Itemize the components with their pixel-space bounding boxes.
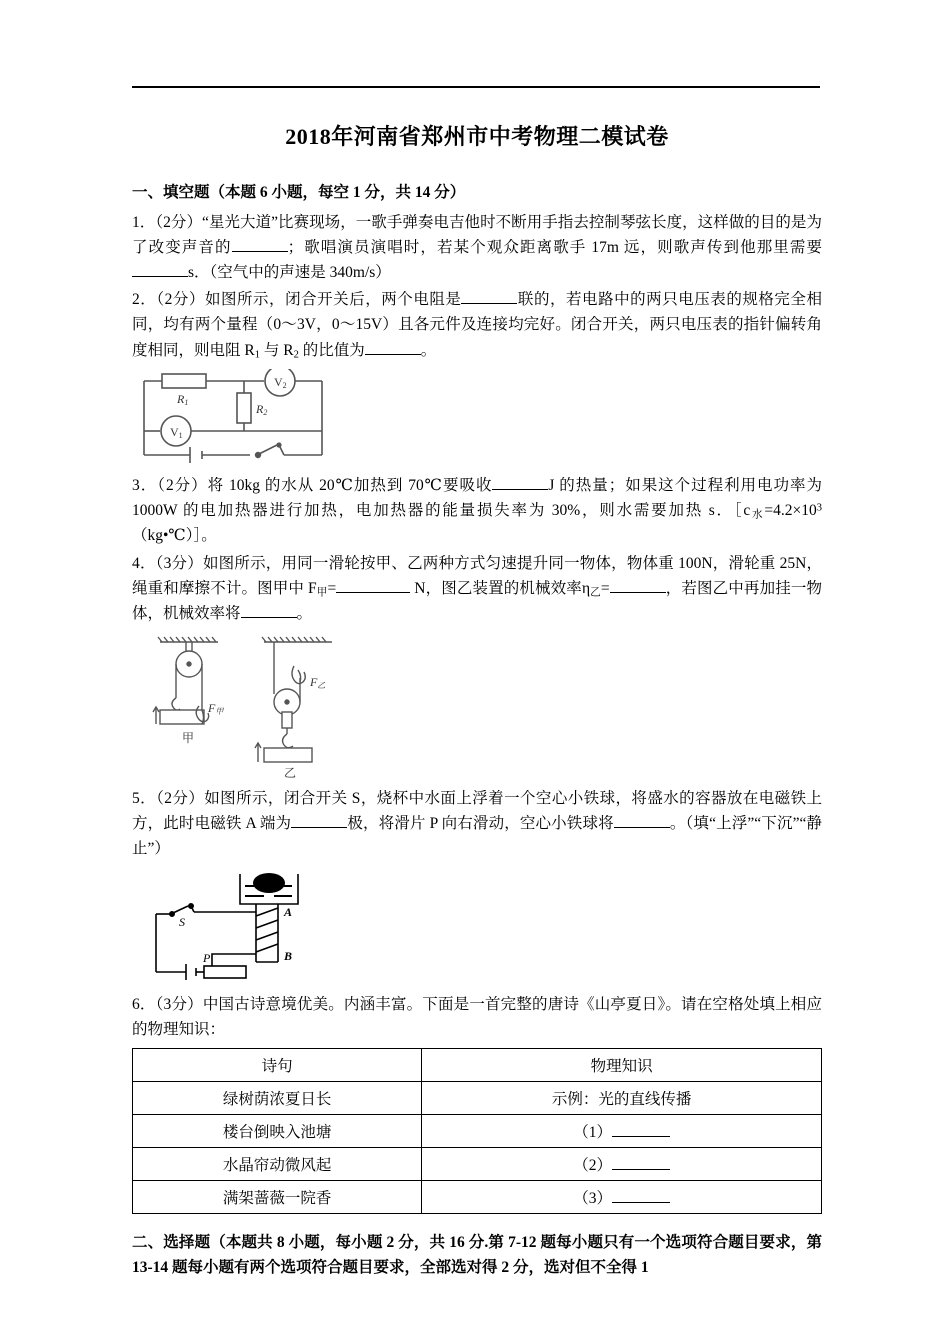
question-2-text-b2: 与 R [259,341,294,359]
answer-blank[interactable] [241,617,297,618]
question-2-text-a: 如图所示，闭合开关后，两个电阻是 [204,291,462,309]
question-6-points: （3分） [155,995,203,1013]
question-4-text-c: ，若图乙中再加挂一物体，机械效率将 [132,579,822,623]
eta-yi-subscript: 乙 [590,586,601,598]
figure-electromagnet-q5 [146,868,822,986]
table-cell-poem: 水晶帘动微风起 [133,1147,422,1180]
question-2-text-b: 联的，若电路中的两只电压表的规格完全相同，均有两个量程（0～3V，0～15V）且各元件及连接均完好。闭合开关，两只电压表的指针偏转角度相同，则电阻 R [132,291,822,359]
question-3-text-b2: =4.2×10 [764,502,817,520]
table-cell-knowledge: 示例：光的直线传播 [422,1081,822,1114]
table-cell-poem: 满架蔷薇一院香 [133,1180,422,1213]
question-2 [132,287,822,363]
table-header-knowledge: 物理知识 [422,1048,822,1081]
circuit-label-v1: V1 [170,424,183,440]
answer-blank[interactable] [612,1169,670,1170]
question-4 [132,551,822,627]
question-3-text-a: 将 10kg 的水从 20℃加热到 70℃要吸收 [207,476,493,494]
answer-index-label: （1） [573,1123,613,1141]
answer-blank[interactable] [492,489,548,490]
question-5-text-a: 如图所示，闭合开关 S，烧杯中水面上浮着一个空心小铁球，将盛水的容器放在电磁铁上方，此时电磁铁 A 端为 [132,790,822,833]
question-2-text-c: 。 [420,341,437,359]
question-4-text-b2: = [600,579,610,597]
pulley-caption-yi: 乙 [284,766,297,781]
section-heading-fill-in-blank: 一、填空题（本题 6 小题，每空 1 分，共 14 分） [132,184,466,201]
table-header-poem: 诗句 [133,1048,422,1081]
question-3 [132,473,822,549]
r2-subscript: 2 [293,348,299,360]
question-1-text-a: “星光大道”比赛现场，一歌手弹奏电吉他时不断用手指去控制琴弦长度，这样做的目的是为了改变声音的 [132,214,822,257]
answer-blank[interactable] [614,827,670,828]
answer-index-label: （3） [573,1189,613,1207]
poem-physics-table [132,1048,822,1214]
question-6-number: 6． [132,995,156,1013]
f-jia-subscript: 甲 [316,586,328,598]
question-3-number: 3． [132,476,158,494]
answer-blank[interactable] [612,1136,670,1137]
question-5 [132,786,822,861]
table-cell-knowledge [422,1147,822,1180]
question-4-points: （3分） [155,554,203,572]
table-row [133,1081,822,1114]
answer-blank[interactable] [336,592,410,593]
question-5-text-b: 极，将滑片 P 向右滑动，空心小铁球将 [347,815,614,833]
table-row [133,1180,822,1213]
question-1-text-b: ；歌唱演员演唱时，若某个观众距离歌手 17m 远，则歌声传到他那里需要 [287,239,822,257]
table-cell-poem: 绿树荫浓夏日长 [133,1081,422,1114]
answer-blank[interactable] [291,827,347,828]
answer-blank[interactable] [610,592,666,593]
question-6-text-a: 中国古诗意境优美。内涵丰富。下面是一首完整的唐诗《山亭夏日》。请在空格处填上相应的物理知识： [132,995,822,1038]
electromagnet-label-b: B [284,948,293,963]
section-heading-multiple-choice: 二、选择题（本题共 8 小题，每小题 2 分，共 16 分.第 7-12 题每小题只有一个选项符合题目要求，第 13-14 题每小题有两个选项符合题目要求，全部选对得 2 分，选对但不全得 1 [132,1233,822,1276]
answer-index-label: （2） [573,1156,613,1174]
question-4-number: 4． [132,554,156,572]
c-water-subscript: 水 [750,509,765,521]
table-row [133,1114,822,1147]
table-cell-knowledge [422,1114,822,1147]
figure-pulley-q4 [146,632,822,780]
question-5-points: （2分） [156,790,205,808]
circuit-label-r2: R2 [256,401,268,417]
table-cell-poem: 楼台倒映入池塘 [133,1114,422,1147]
question-6 [132,992,822,1042]
question-3-text-b: J 的热量；如果这个过程利用电功率为 1000W 的电加热器进行加热，电加热器的能量损失率为 30%，则水需要加热 s．［c [132,476,822,520]
question-3-text-b3: （kg•℃）］。 [132,527,217,545]
pulley-label-force-yi: F乙 [310,675,326,691]
question-2-text-b3: 的比值为 [298,341,365,359]
circuit-label-r1: R1 [177,391,189,407]
page-title: 2018年河南省郑州市中考物理二模试卷 [285,124,669,149]
answer-blank[interactable] [612,1202,670,1203]
pulley-label-force-jia: F甲 [208,701,224,717]
circuit-label-v2: V2 [274,374,287,390]
question-4-text-a: 如图所示，用同一滑轮按甲、乙两种方式匀速提升同一物体，物体重 100N，滑轮重 25N，绳重和摩擦不计。图甲中 F [132,554,822,597]
table-row [133,1147,822,1180]
question-5-text-c: 。（填“上浮”“下沉”“静止”） [132,815,822,858]
table-header-row [133,1048,822,1081]
answer-blank[interactable] [132,276,188,277]
question-1 [132,210,822,285]
page-content [132,120,822,1280]
question-1-points: （2分） [155,214,203,232]
electromagnet-label-slider: P [203,950,211,965]
electromagnet-label-a: A [284,904,293,919]
answer-blank[interactable] [461,303,517,304]
r1-subscript: 1 [254,348,260,360]
header-divider [132,86,820,88]
exponent-3: 3 [816,502,822,514]
question-2-number: 2． [132,291,157,309]
question-5-number: 5． [132,790,157,808]
electromagnet-label-switch: S [179,914,185,929]
table-cell-knowledge [422,1180,822,1213]
question-2-points: （2分） [156,291,205,309]
question-1-text-c: s．（空气中的声速是 340m/s） [188,264,391,282]
figure-circuit-q2 [132,369,822,467]
question-4-text-b: N，图乙装置的机械效率η [410,579,591,597]
question-3-points: （2分） [157,476,208,494]
question-1-number: 1． [132,214,156,232]
answer-blank[interactable] [232,251,288,252]
answer-blank[interactable] [365,354,421,355]
question-4-text-a2: = [327,579,337,597]
question-4-text-d: 。 [296,605,313,623]
pulley-caption-jia: 甲 [182,731,195,746]
